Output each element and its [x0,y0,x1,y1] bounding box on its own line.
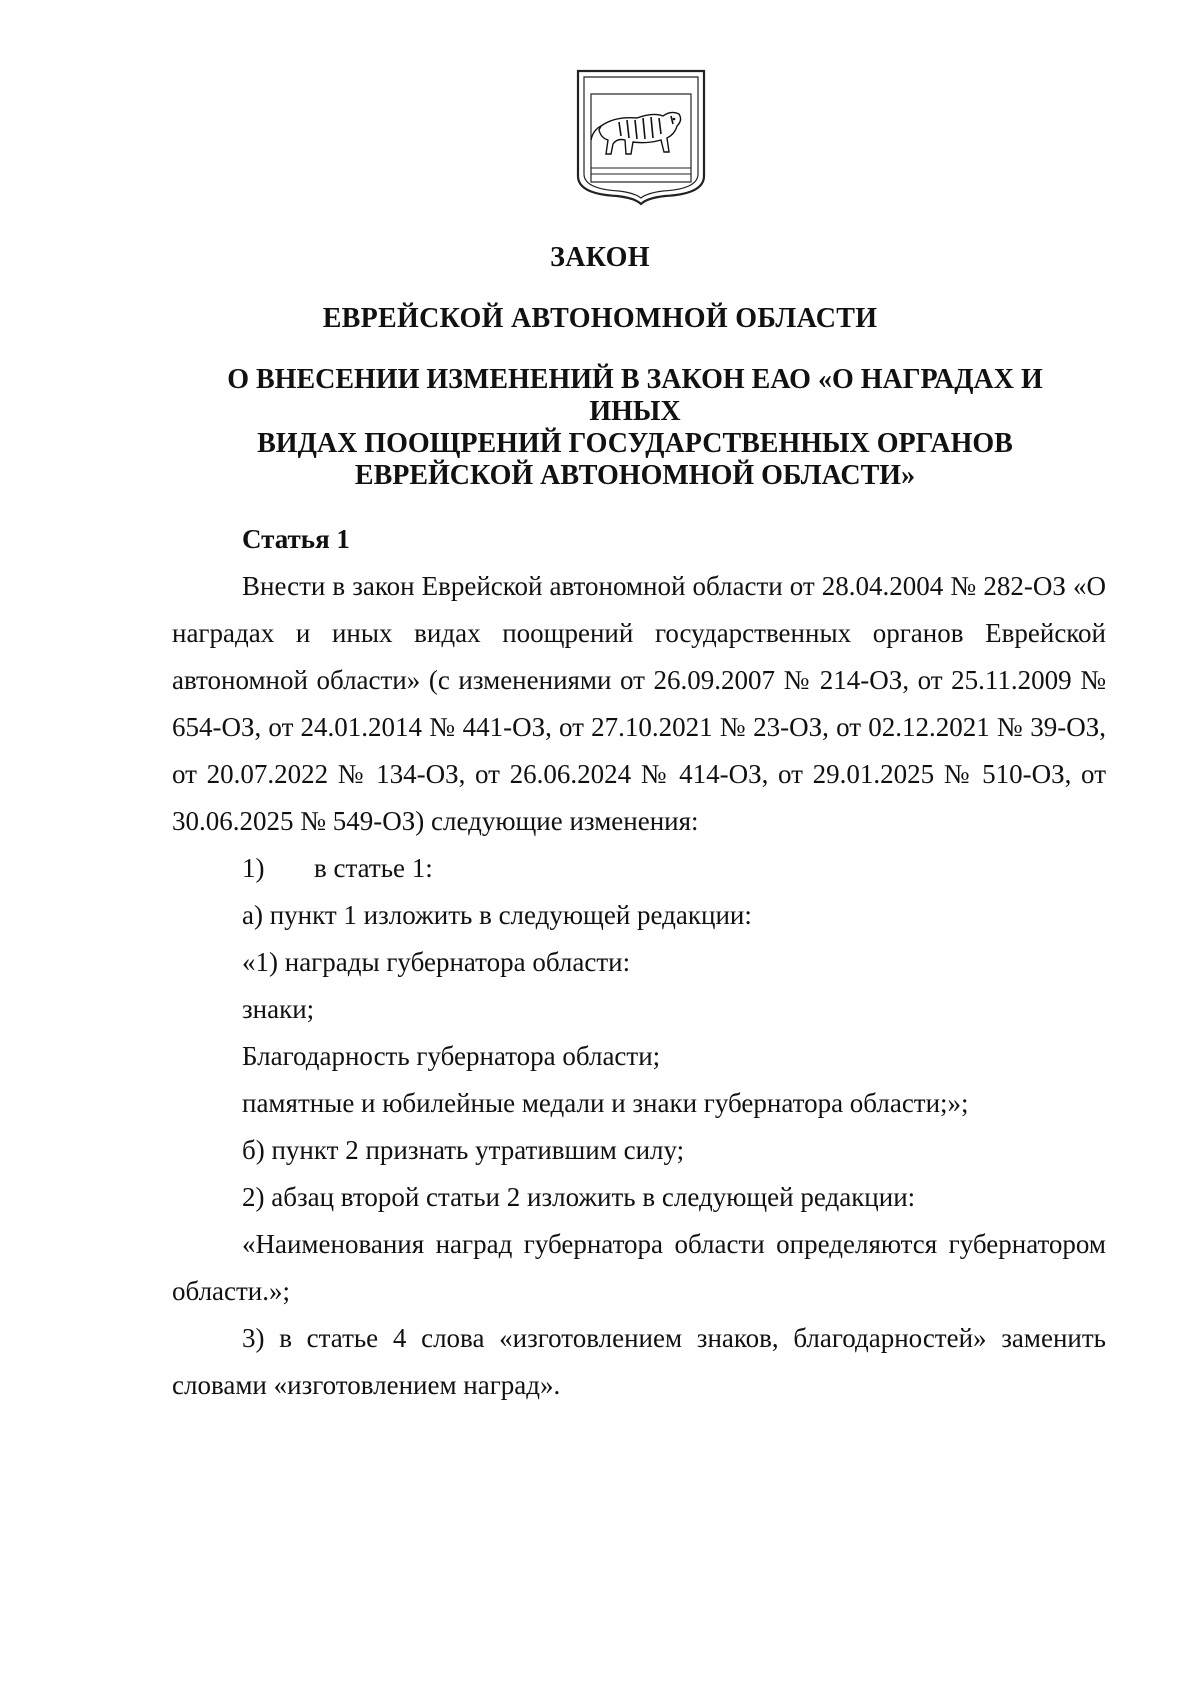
subitem-a: а) пункт 1 изложить в следующей редакции: [242,900,752,930]
document-title: ЗАКОН [550,242,650,273]
article-heading: Статья 1 [242,524,350,554]
subject-line: О ВНЕСЕНИИ ИЗМЕНЕНИЙ В ЗАКОН ЕАО «О НАГРАДАХ И ИНЫХ [227,364,1043,427]
article-body [172,522,1106,1409]
quote-line: знаки; [242,994,315,1024]
item-2: 2) абзац второй статьи 2 изложить в следующей редакции: [242,1182,916,1212]
item-1-number: 1) [242,853,265,883]
law-subject [180,364,1090,492]
item-1-text: в статье 1: [314,853,433,883]
quote-line: Благодарность губернатора области; [242,1041,661,1071]
quote-line: памятные и юбилейные медали и знаки губернатора области;»; [242,1088,969,1118]
region-title: ЕВРЕЙСКОЙ АВТОНОМНОЙ ОБЛАСТИ [322,303,878,334]
subject-line: ЕВРЕЙСКОЙ АВТОНОМНОЙ ОБЛАСТИ» [354,460,916,491]
item-2-quote: «Наименования наград губернатора области определяются губернатором области.»; [172,1229,1106,1306]
article-intro: Внести в закон Еврейской автономной области от 28.04.2004 № 282-ОЗ «О наградах и иных видах поощрений государственных органов Еврейской автономной области» (с изменениями от 26.09.2007 № 214-ОЗ, от 25.11.2009 № 654-ОЗ, от 24.01.2014 № 441-ОЗ, от 27.10.2021 № 23-ОЗ, от 02.12.2021 № 39-ОЗ, от 20.07.2022 № 134-ОЗ, от 26.06.2024 № 414-ОЗ, от 29.01.2025 № 510-ОЗ, от 30.06.2025 № 549-ОЗ) следующие изменения: [172,571,1106,836]
item-1 [242,845,1106,892]
quote-line: «1) награды губернатора области: [242,947,631,977]
subject-line: ВИДАХ ПООЩРЕНИЙ ГОСУДАРСТВЕННЫХ ОРГАНОВ [257,428,1013,459]
tiger-coat-of-arms-icon [575,68,707,206]
item-3: 3) в статье 4 слова «изготовлением знаков, благодарностей» заменить словами «изготовлением наград». [172,1323,1106,1400]
subitem-b: б) пункт 2 признать утратившим силу; [242,1135,685,1165]
